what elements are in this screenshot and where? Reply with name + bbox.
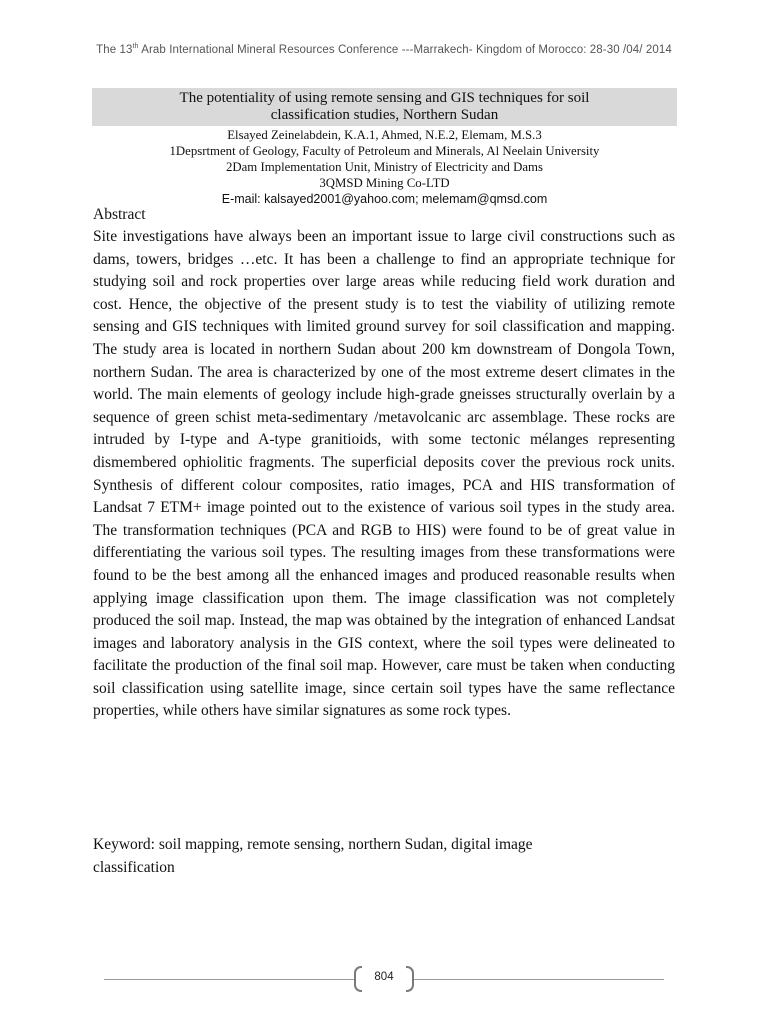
abstract-heading: Abstract xyxy=(93,206,146,223)
footer-rule-right xyxy=(412,979,664,980)
page-number: 804 xyxy=(374,971,394,983)
conference-details: Arab International Mineral Resources Conference ---Marrakech- Kingdom of Morocco: 28-30 /04/ 2014 xyxy=(138,44,672,56)
left-bracket-icon xyxy=(354,966,362,992)
paper-title-band xyxy=(92,88,677,126)
contact-email: E-mail: kalsayed2001@yahoo.com; melemam@qmsd.com xyxy=(221,192,548,206)
keywords-line-1: Keyword: soil mapping, remote sensing, northern Sudan, digital image xyxy=(93,836,533,853)
conference-running-header xyxy=(0,44,768,56)
affiliation-2: 2Dam Implementation Unit, Ministry of Electricity and Dams xyxy=(225,160,543,174)
author-list: Elsayed Zeinelabdein, K.A.1, Ahmed, N.E.2, Elemam, M.S.3 xyxy=(227,128,542,142)
conference-ordinal-suffix: th xyxy=(132,43,139,51)
author-block xyxy=(92,127,677,207)
paper-title-line-1: The potentiality of using remote sensing and GIS techniques for soil xyxy=(179,90,590,106)
conference-prefix: The 13 xyxy=(96,44,133,56)
paper-title-line-2: classification studies, Northern Sudan xyxy=(270,107,499,123)
right-bracket-icon xyxy=(406,966,414,992)
affiliation-1: 1Depsrtment of Geology, Faculty of Petroleum and Minerals, Al Neelain University xyxy=(169,144,600,158)
keywords-paragraph xyxy=(93,834,675,879)
abstract-body: Site investigations have always been an important issue to large civil constructions such as dams, towers, bridges …etc. It has been a challenge to find an appropriate technique for studying soil and rock properties over large areas while reducing field work duration and cost. Hence, the objective of the present study is to test the viability of utilizing remote sensing and GIS techniques with limited ground survey for soil classification and mapping. The study area is located in northern Sudan about 200 km downstream of Dongola Town, northern Sudan. The area is characterized by one of the most extreme desert climates in the world. The main elements of geology include high-grade gneisses structurally overlain by a sequence of green schist meta-sedimentary /metavolcanic arc assemblage. These rocks are intruded by I-type and A-type granitioids, with some tectonic mélanges representing dismembered ophiolitic fragments. The superficial deposits cover the previous rock units. Synthesis of different colour composites, ratio images, PCA and HIS transformation of Landsat 7 ETM+ image pointed out to the existence of various soil types in the study area. The transformation techniques (PCA and RGB to HIS) were found to be of great value in differentiating the various soil types. The resulting images from these transformations were found to be the best among all the enhanced images and produced reasonable results when applying image classification upon them. The image classification was not completely produced the soil map. Instead, the map was obtained by the integration of enhanced Landsat images and laboratory analysis in the GIS context, where the soil types were delineated to facilitate the production of the final soil map. However, care must be taken when conducting soil classification using satellite image, since certain soil types have the same reflectance properties, while others have similar signatures as some rock types. xyxy=(93,228,675,720)
affiliation-3: 3QMSD Mining Co-LTD xyxy=(319,176,450,190)
keywords-line-2: classification xyxy=(93,858,175,876)
footer-rule-left xyxy=(104,979,356,980)
